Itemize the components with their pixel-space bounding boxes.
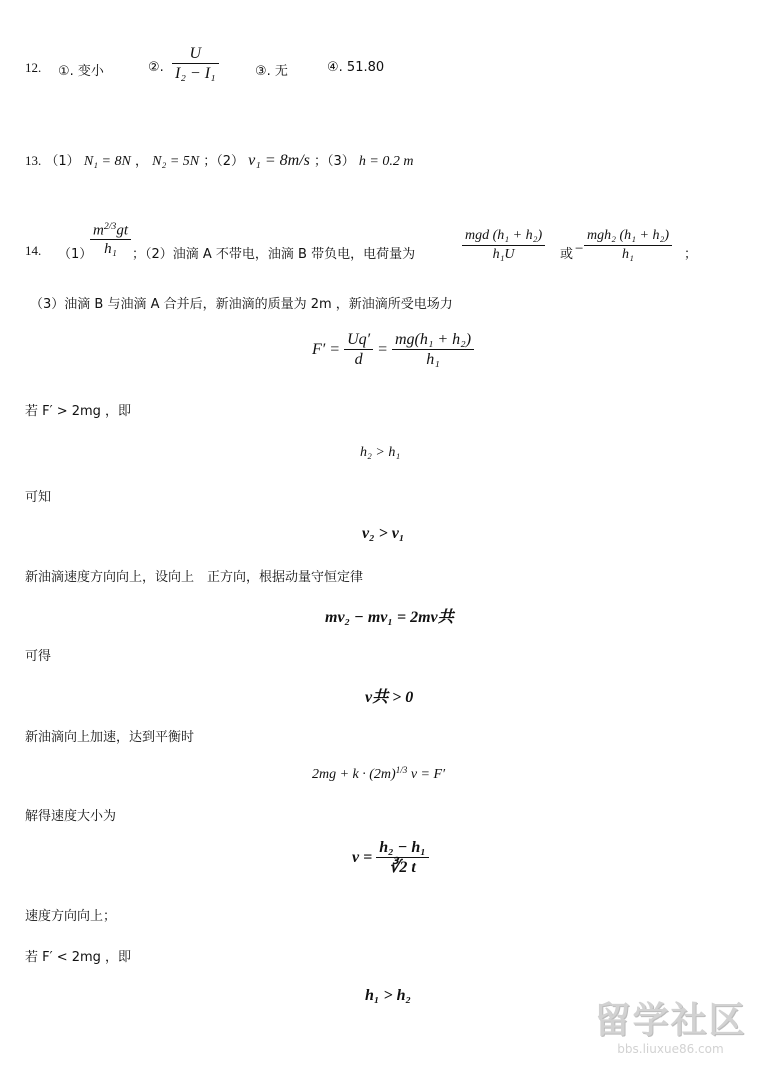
velocity-numerator: h₂ − h₁ [379, 839, 426, 856]
balance-lhs: 2mg + k · (2m) [312, 767, 396, 782]
watermark-url: bbs.liuxue86.com [617, 1042, 724, 1056]
q14-minus-sign: − [574, 241, 585, 257]
q14-number: 14. [25, 243, 42, 258]
q12-fraction-numerator: U [189, 45, 202, 62]
momentum-equation: mv₂ − mv₁ = 2mv共 [325, 609, 454, 626]
q12-answer-1: ①. 变小 [58, 64, 104, 79]
q14-f2-numerator: mgd (h₁ + h₂) [465, 228, 543, 243]
solve-text: 解得速度大小为 [25, 809, 117, 824]
q12-answer-2-fraction [172, 44, 219, 85]
q12-answer-4: ④. 51.80 [327, 60, 385, 75]
q13-part2-label: ；（2） [203, 154, 245, 169]
q13-line [25, 150, 413, 170]
eq1-f1-denominator: d [344, 349, 373, 371]
eq1-lhs: F′ = [312, 341, 341, 359]
q13-part3-label: ；（3） [314, 154, 355, 169]
velocity-lhs: v = [352, 849, 373, 867]
q14-f1-base: m [93, 222, 104, 239]
q13-n2: N₂ = 5N [152, 154, 200, 169]
q14-f1-rest: gt [116, 222, 128, 239]
case2-text: 若 F′ < 2mg ，即 [25, 950, 132, 965]
q12-answer-3: ③. 无 [255, 64, 288, 79]
inequality-h2-gt-h1: h₂ > h₁ [360, 445, 401, 460]
balance-rhs: v = F′ [410, 767, 446, 782]
inequality-v2-gt-v1: v₂ > v₁ [362, 525, 405, 542]
watermark-logo [588, 1001, 753, 1063]
q14-f1-exponent: 2/3 [103, 221, 117, 232]
velocity-equation [352, 838, 429, 879]
eq1-f2-numerator: mg(h₁ + h₂) [394, 331, 472, 348]
eq1-f1-numerator: Uq′ [347, 331, 371, 348]
balance-equation [312, 765, 445, 783]
q12-fraction-denominator: I₂ − I₁ [172, 63, 219, 85]
q14-fraction-1 [90, 221, 131, 260]
equation-electric-force [312, 330, 474, 371]
direction-text: 新油滴速度方向向上，设向上 正方向，根据动量守恒定律 [25, 570, 364, 585]
eq1-mid: = [377, 341, 388, 359]
q14-part2-text: ；（2）油滴 A 不带电，油滴 B 带负电，电荷量为 [132, 247, 416, 262]
watermark-title: 留学社区 [594, 1000, 747, 1041]
q14-fraction-2 [462, 228, 545, 264]
q14-part1-label: （1） [58, 247, 93, 262]
q14-fraction-3 [584, 228, 672, 264]
q14-f2-denominator: h₁U [462, 245, 545, 264]
q14-f3-numerator: mgh₂ (h₁ + h₂) [587, 228, 669, 243]
q13-n1: N₁ = 8N [83, 154, 131, 169]
q14-or: 或 [560, 247, 574, 262]
q14-end: ； [684, 247, 698, 262]
q13-number: 13. [25, 153, 42, 168]
direction-up-text: 速度方向向上； [25, 909, 117, 924]
q14-f3-denominator: h₁ [584, 245, 672, 264]
inequality-h1-gt-h2: h₁ > h₂ [365, 987, 412, 1004]
accelerate-text: 新油滴向上加速，达到平衡时 [25, 730, 195, 745]
q13-h: h = 0.2 m [358, 154, 414, 169]
eq1-f2-denominator: h₁ [392, 349, 474, 371]
q12-answer-2-label: ②. [148, 60, 164, 75]
q13-v1: v₁ = 8m/s [248, 152, 310, 169]
case1-text: 若 F′ > 2mg ，即 [25, 404, 132, 419]
velocity-denominator: ∛2 t [376, 857, 429, 879]
get-text: 可得 [25, 649, 52, 664]
q14-f1-denominator: h₁ [90, 239, 131, 260]
q13-separator: ， [134, 154, 148, 169]
q12-number: 12. [25, 60, 42, 75]
part3-intro: （3）油滴 B 与油滴 A 合并后，新油滴的质量为 2m ，新油滴所受电场力 [30, 297, 453, 312]
balance-exponent: 1/3 [395, 765, 408, 775]
inequality-vcommon-gt-0: v共 > 0 [365, 689, 414, 706]
q13-part1-label: （1） [45, 154, 80, 169]
know-text: 可知 [25, 490, 52, 505]
